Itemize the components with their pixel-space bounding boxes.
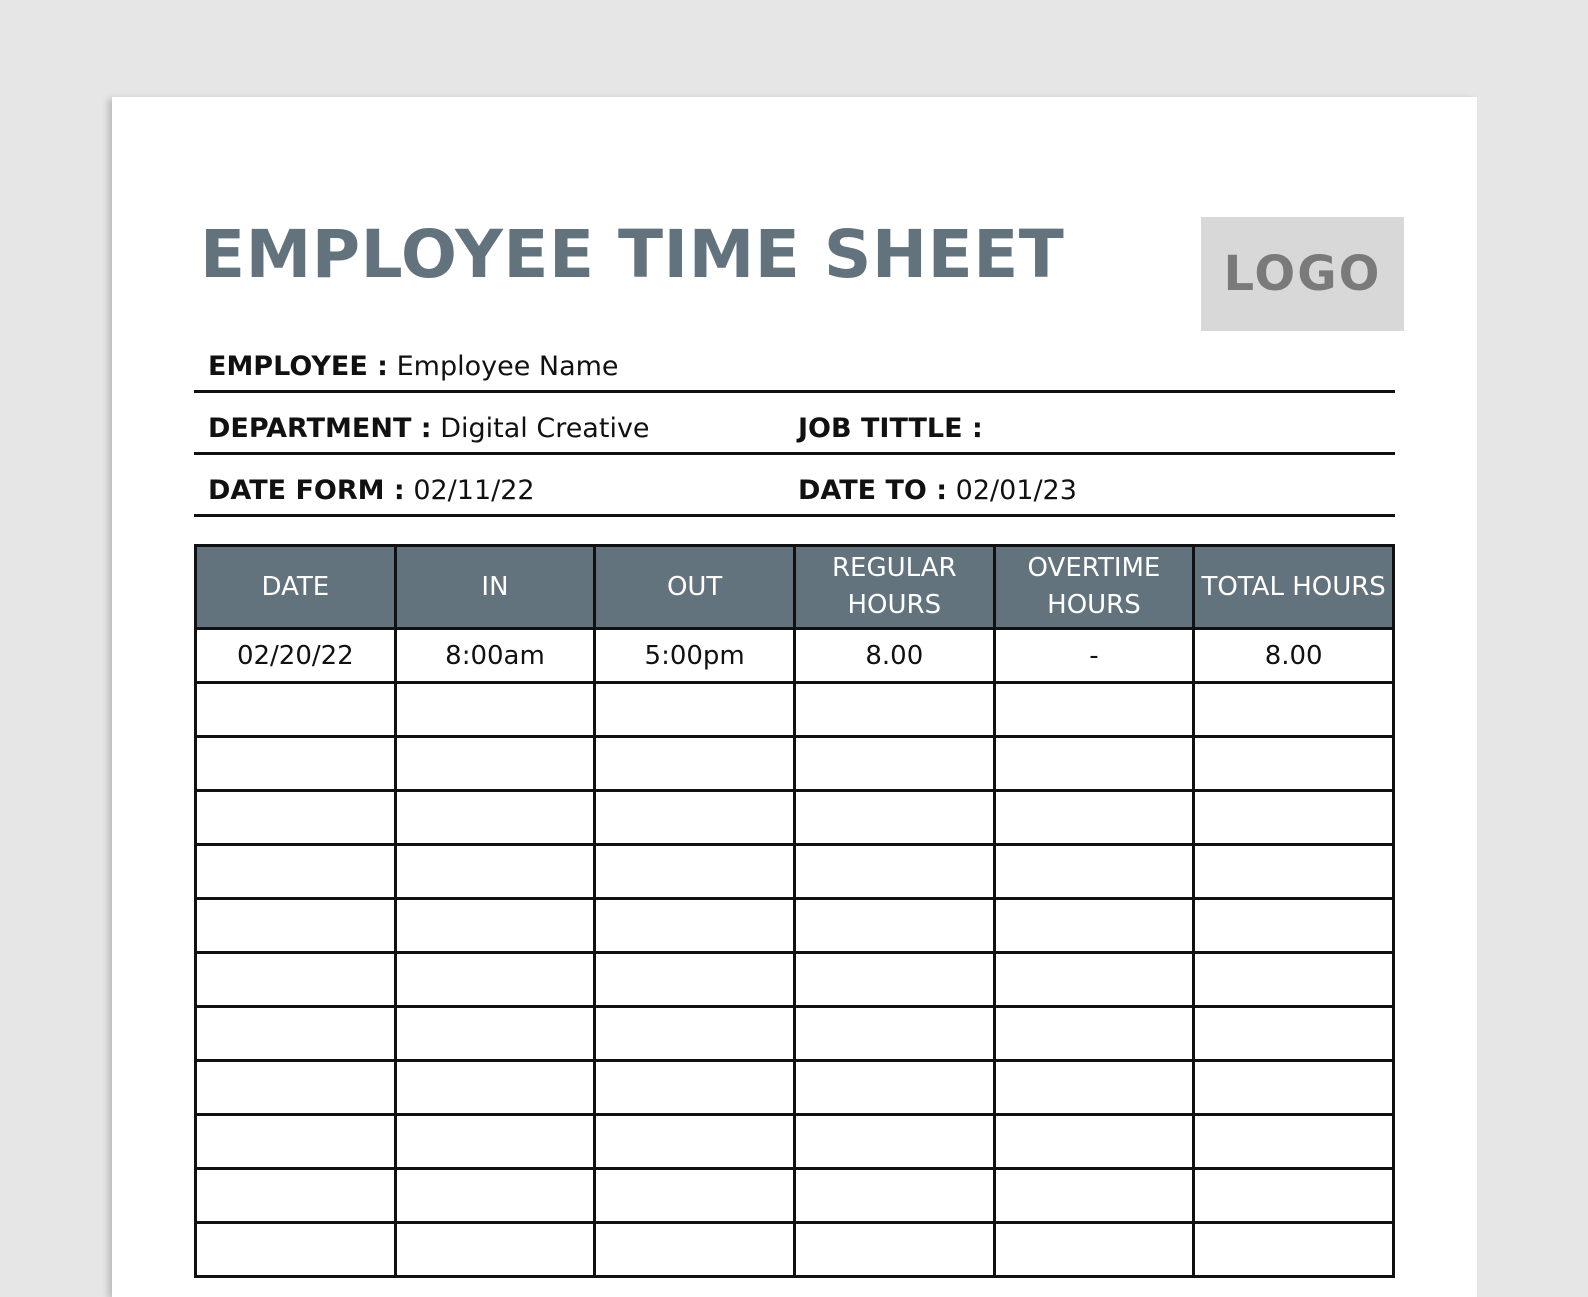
table-row bbox=[196, 1169, 1394, 1223]
table-cell-regular-hours[interactable] bbox=[794, 1169, 994, 1223]
table-cell-in[interactable]: 8:00am bbox=[395, 629, 595, 683]
date-range-row bbox=[194, 455, 1395, 517]
table-cell-overtime-hours[interactable] bbox=[994, 1007, 1194, 1061]
table-cell-in[interactable] bbox=[395, 791, 595, 845]
table-cell-regular-hours[interactable] bbox=[794, 791, 994, 845]
date-from-label: DATE FORM : bbox=[208, 475, 405, 506]
table-cell-regular-hours[interactable] bbox=[794, 683, 994, 737]
table-cell-date[interactable] bbox=[196, 899, 396, 953]
table-cell-total-hours[interactable] bbox=[1194, 953, 1394, 1007]
column-header-text: OVERTIME bbox=[1027, 553, 1161, 583]
table-cell-date[interactable] bbox=[196, 791, 396, 845]
table-cell-regular-hours[interactable] bbox=[794, 899, 994, 953]
table-cell-total-hours[interactable] bbox=[1194, 791, 1394, 845]
table-cell-regular-hours[interactable] bbox=[794, 737, 994, 791]
table-cell-in[interactable] bbox=[395, 1061, 595, 1115]
date-from-value: 02/11/22 bbox=[413, 475, 535, 506]
column-header-text: HOURS bbox=[1047, 590, 1141, 620]
table-cell-date[interactable] bbox=[196, 845, 396, 899]
table-cell-overtime-hours[interactable] bbox=[994, 1223, 1194, 1277]
timesheet-table-container bbox=[194, 544, 1395, 1278]
table-cell-date[interactable] bbox=[196, 953, 396, 1007]
employee-value: Employee Name bbox=[396, 351, 619, 382]
column-header-text: IN bbox=[481, 571, 509, 602]
department-value: Digital Creative bbox=[440, 413, 650, 444]
table-row bbox=[196, 1007, 1394, 1061]
table-cell-out[interactable]: 5:00pm bbox=[595, 629, 795, 683]
column-header-regular-hours bbox=[794, 546, 994, 629]
table-header-row bbox=[196, 546, 1394, 629]
table-cell-total-hours[interactable] bbox=[1194, 683, 1394, 737]
date-from-field bbox=[208, 475, 535, 507]
table-cell-out[interactable] bbox=[595, 1115, 795, 1169]
column-header-text: TOTAL HOURS bbox=[1201, 571, 1386, 602]
column-header-text: REGULAR bbox=[831, 553, 957, 583]
table-cell-date[interactable] bbox=[196, 1115, 396, 1169]
table-cell-total-hours[interactable] bbox=[1194, 737, 1394, 791]
table-cell-in[interactable] bbox=[395, 953, 595, 1007]
table-cell-out[interactable] bbox=[595, 899, 795, 953]
table-cell-regular-hours[interactable] bbox=[794, 1061, 994, 1115]
column-header-text: DATE bbox=[261, 571, 330, 602]
timesheet-page bbox=[112, 97, 1477, 1297]
table-cell-overtime-hours[interactable] bbox=[994, 953, 1194, 1007]
table-cell-date[interactable] bbox=[196, 737, 396, 791]
table-body bbox=[196, 629, 1394, 1277]
table-cell-regular-hours[interactable]: 8.00 bbox=[794, 629, 994, 683]
table-cell-in[interactable] bbox=[395, 1007, 595, 1061]
table-row bbox=[196, 791, 1394, 845]
table-cell-overtime-hours[interactable] bbox=[994, 737, 1194, 791]
table-cell-overtime-hours[interactable] bbox=[994, 683, 1194, 737]
logo-text: LOGO bbox=[1223, 246, 1382, 302]
department-row bbox=[194, 393, 1395, 455]
table-row bbox=[196, 683, 1394, 737]
table-cell-out[interactable] bbox=[595, 791, 795, 845]
table-cell-regular-hours[interactable] bbox=[794, 1115, 994, 1169]
employee-label: EMPLOYEE : bbox=[208, 351, 388, 382]
table-cell-date[interactable]: 02/20/22 bbox=[196, 629, 396, 683]
table-cell-overtime-hours[interactable] bbox=[994, 899, 1194, 953]
table-cell-out[interactable] bbox=[595, 953, 795, 1007]
table-row bbox=[196, 1115, 1394, 1169]
table-cell-out[interactable] bbox=[595, 845, 795, 899]
table-cell-date[interactable] bbox=[196, 1223, 396, 1277]
table-cell-date[interactable] bbox=[196, 1007, 396, 1061]
logo-placeholder bbox=[1201, 217, 1404, 331]
table-cell-in[interactable] bbox=[395, 899, 595, 953]
date-to-label: DATE TO : bbox=[798, 475, 948, 506]
table-cell-total-hours[interactable] bbox=[1194, 1007, 1394, 1061]
employee-field bbox=[208, 351, 619, 383]
column-header-date bbox=[196, 546, 396, 629]
table-cell-total-hours[interactable]: 8.00 bbox=[1194, 629, 1394, 683]
table-cell-total-hours[interactable] bbox=[1194, 1169, 1394, 1223]
job-title-label: JOB TITTLE : bbox=[798, 413, 983, 444]
table-cell-regular-hours[interactable] bbox=[794, 845, 994, 899]
table-cell-total-hours[interactable] bbox=[1194, 1061, 1394, 1115]
table-cell-overtime-hours[interactable] bbox=[994, 1169, 1194, 1223]
table-cell-total-hours[interactable] bbox=[1194, 1223, 1394, 1277]
job-title-field bbox=[798, 413, 983, 445]
table-cell-regular-hours[interactable] bbox=[794, 1223, 994, 1277]
table-row bbox=[196, 737, 1394, 791]
table-cell-out[interactable] bbox=[595, 1061, 795, 1115]
table-cell-overtime-hours[interactable] bbox=[994, 1115, 1194, 1169]
table-cell-in[interactable] bbox=[395, 845, 595, 899]
column-header-total-hours bbox=[1194, 546, 1394, 629]
table-row bbox=[196, 845, 1394, 899]
date-to-value: 02/01/23 bbox=[955, 475, 1077, 506]
employee-row bbox=[194, 331, 1395, 393]
department-label: DEPARTMENT : bbox=[208, 413, 432, 444]
column-header-text: OUT bbox=[666, 571, 723, 602]
table-cell-out[interactable] bbox=[595, 737, 795, 791]
table-row bbox=[196, 629, 1394, 683]
table-cell-overtime-hours[interactable] bbox=[994, 1061, 1194, 1115]
department-field bbox=[208, 413, 650, 445]
table-cell-date[interactable] bbox=[196, 1169, 396, 1223]
table-cell-total-hours[interactable] bbox=[1194, 1115, 1394, 1169]
table-cell-in[interactable] bbox=[395, 683, 595, 737]
table-cell-out[interactable] bbox=[595, 1169, 795, 1223]
table-cell-regular-hours[interactable] bbox=[794, 953, 994, 1007]
table-cell-overtime-hours[interactable] bbox=[994, 845, 1194, 899]
table-cell-total-hours[interactable] bbox=[1194, 899, 1394, 953]
table-cell-in[interactable] bbox=[395, 1169, 595, 1223]
table-cell-date[interactable] bbox=[196, 683, 396, 737]
date-to-field bbox=[798, 475, 1077, 507]
column-header-in bbox=[395, 546, 595, 629]
column-header-overtime-hours bbox=[994, 546, 1194, 629]
table-cell-in[interactable] bbox=[395, 1223, 595, 1277]
table-cell-date[interactable] bbox=[196, 1061, 396, 1115]
table-cell-in[interactable] bbox=[395, 737, 595, 791]
table-cell-regular-hours[interactable] bbox=[794, 1007, 994, 1061]
table-row bbox=[196, 1223, 1394, 1277]
table-cell-out[interactable] bbox=[595, 1223, 795, 1277]
column-header-text: HOURS bbox=[847, 590, 942, 620]
table-cell-overtime-hours[interactable]: - bbox=[994, 629, 1194, 683]
table-cell-in[interactable] bbox=[395, 1115, 595, 1169]
table-cell-overtime-hours[interactable] bbox=[994, 791, 1194, 845]
table-row bbox=[196, 953, 1394, 1007]
page-title: EMPLOYEE TIME SHEET bbox=[200, 216, 1065, 293]
table-cell-out[interactable] bbox=[595, 1007, 795, 1061]
table-row bbox=[196, 1061, 1394, 1115]
table-cell-out[interactable] bbox=[595, 683, 795, 737]
table-cell-total-hours[interactable] bbox=[1194, 845, 1394, 899]
timesheet-table bbox=[194, 544, 1395, 1278]
column-header-out bbox=[595, 546, 795, 629]
table-row bbox=[196, 899, 1394, 953]
